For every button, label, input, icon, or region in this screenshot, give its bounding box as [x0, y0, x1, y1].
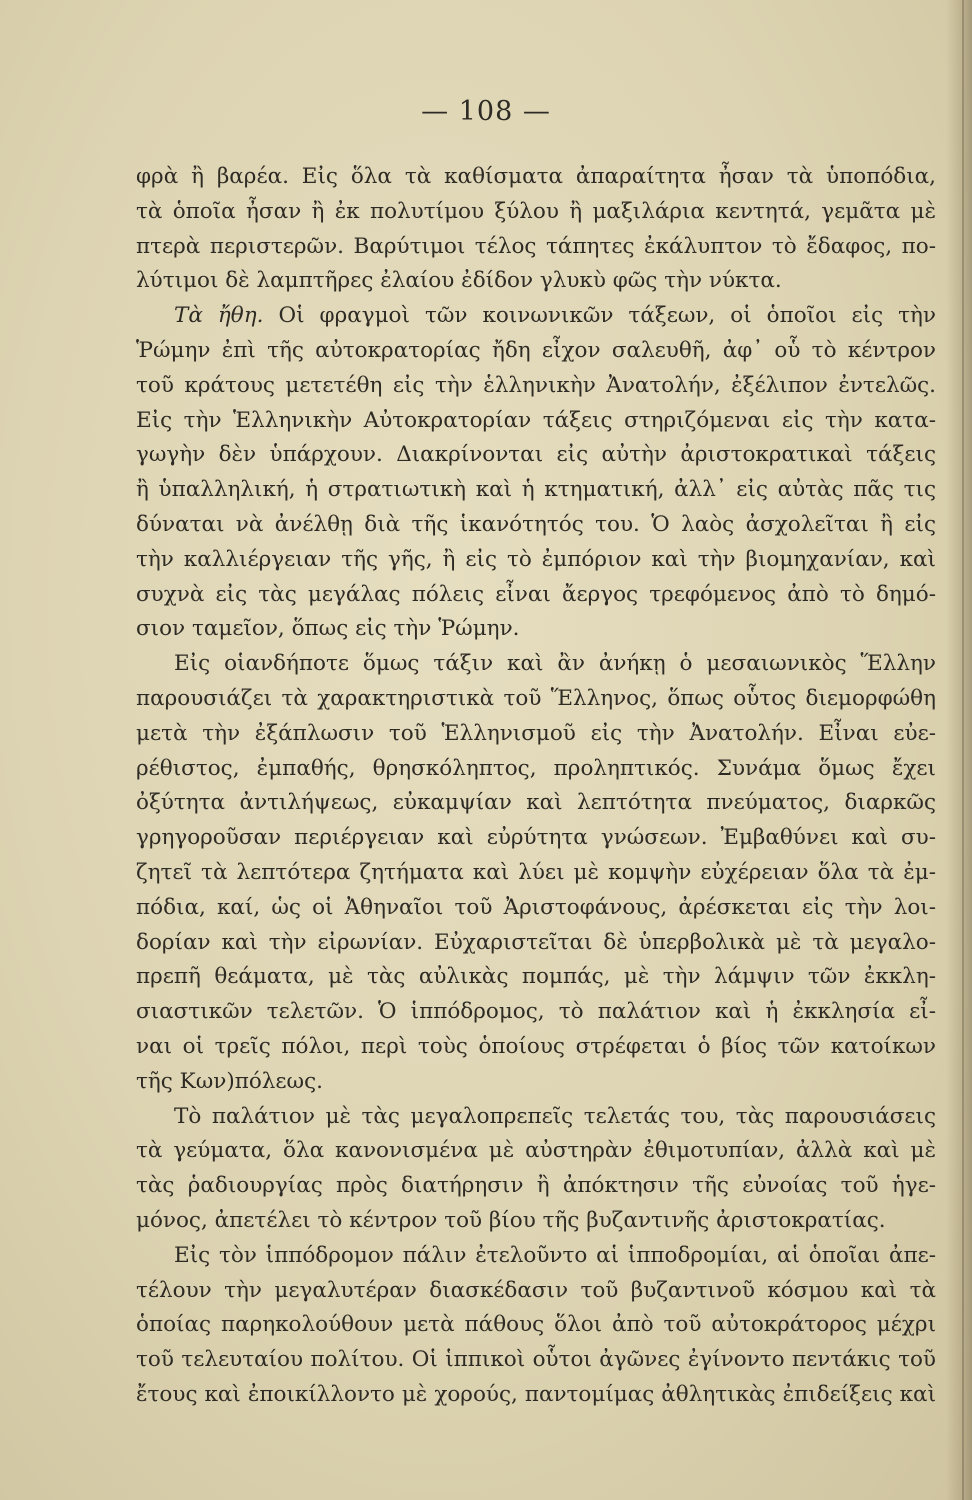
text-line: ἔτους καὶ ἐποικίλλοντο μὲ χορούς, παντομίμας ἀθλητικὰς ἐπιδείξεις καὶ: [136, 1381, 936, 1407]
text-line: τὰς ῥαδιουργίας πρὸς διατήρησιν ἢ ἀπόκτησιν τῆς εὐνοίας τοῦ ἡγε-: [136, 1173, 936, 1199]
text-line: Τὸ παλάτιον μὲ τὰς μεγαλοπρεπεῖς τελετάς του, τὰς παρουσιάσεις: [174, 1103, 936, 1129]
text-line: πρεπῆ θεάματα, μὲ τὰς αὐλικὰς πομπάς, μὲ τὴν λάμψιν τῶν ἐκκλη-: [136, 964, 936, 990]
text-line: πόδια, καί, ὡς οἱ Ἀθηναῖοι τοῦ Ἀριστοφάνους, ἀρέσκεται εἰς τὴν λοι-: [136, 894, 936, 920]
body-text: [136, 160, 936, 1413]
text-line: ναι οἱ τρεῖς πόλοι, περὶ τοὺς ὁποίους στρέφεται ὁ βίος τῶν κατοίκων: [136, 1033, 936, 1059]
text-line: τὰ γεύματα, ὅλα κανονισμένα μὲ αὐστηρὰν ἐθιμοτυπίαν, ἀλλὰ καὶ μὲ: [136, 1138, 936, 1164]
text-line: ρέθιστος, ἐμπαθής, θρησκόληπτος, προληπτικός. Συνάμα ὅμως ἔχει: [136, 755, 936, 781]
page-number: — 108 —: [421, 96, 551, 127]
section-heading-italic: Τὰ ἤθη.: [174, 303, 264, 329]
text-line: συχνὰ εἰς τὰς μεγάλας πόλεις εἶναι ἄεργος τρεφόμενος ἀπὸ τὸ δημό-: [136, 581, 936, 607]
text-line: παρουσιάζει τὰ χαρακτηριστικὰ τοῦ Ἕλληνος, ὅπως οὗτος διεμορφώθη: [136, 685, 936, 711]
text-line: τέλουν τὴν μεγαλυτέραν διασκέδασιν τοῦ βυζαντινοῦ κόσμου καὶ τὰ: [136, 1277, 936, 1303]
text-line: δορίαν καὶ τὴν εἰρωνίαν. Εὐχαριστεῖται δὲ ὑπερβολικὰ μὲ τὰ μεγαλο-: [136, 929, 936, 955]
text-line: λύτιμοι δὲ λαμπτῆρες ἐλαίου ἐδίδον γλυκὺ φῶς τὴν νύκτα.: [136, 268, 782, 294]
text-line: φρὰ ἢ βαρέα. Εἰς ὅλα τὰ καθίσματα ἀπαραίτητα ἦσαν τὰ ὑποπόδια,: [136, 164, 936, 189]
text-line: Εἰς οἱανδήποτε ὅμως τάξιν καὶ ἂν ἀνήκῃ ὁ μεσαιωνικὸς Ἕλλην: [174, 651, 936, 677]
text-line: πτερὰ περιστερῶν. Βαρύτιμοι τέλος τάπητες ἐκάλυπτον τὸ ἔδαφος, πο-: [136, 233, 936, 259]
text-line: γωγὴν δὲν ὑπάρχουν. Διακρίνονται εἰς αὐτὴν ἀριστοκρατικαὶ τάξεις: [136, 442, 936, 468]
text-line: Εἰς τὸν ἱππόδρομον πάλιν ἐτελοῦντο αἱ ἱπποδρομίαι, αἱ ὁποῖαι ἀπε-: [174, 1242, 936, 1268]
text-line: Εἰς τὴν Ἑλληνικὴν Αὐτοκρατορίαν τάξεις στηριζόμεναι εἰς τὴν κατα-: [136, 407, 936, 433]
text-line: ὀξύτητα ἀντιλήψεως, εὐκαμψίαν καὶ λεπτότητα πνεύματος, διαρκῶς: [136, 790, 936, 816]
page-edge-shadow: [946, 0, 972, 1500]
text-line-section-heading: Τὰ ἤθη. Οἱ φραγμοὶ τῶν κοινωνικῶν τάξεων, οἱ ὁποῖοι εἰς τὴν: [174, 303, 936, 329]
text-line: τῆς Κων)πόλεως.: [136, 1068, 323, 1094]
page-edge-line: [962, 0, 964, 1500]
text-line: τὴν καλλιέργειαν τῆς γῆς, ἢ εἰς τὸ ἐμπόριον καὶ τὴν βιομηχανίαν, καὶ: [136, 546, 936, 572]
text-line: σιον ταμεῖον, ὅπως εἰς τὴν Ῥώμην.: [136, 616, 520, 642]
text-line: τὰ ὁποῖα ἦσαν ἢ ἐκ πολυτίμου ξύλου ἢ μαξιλάρια κεντητά, γεμᾶτα μὲ: [136, 198, 936, 224]
text-line: τοῦ κράτους μετετέθη εἰς τὴν ἑλληνικὴν Ἀνατολήν, ἐξέλιπον ἐντελῶς.: [136, 372, 936, 398]
text-line: δύναται νὰ ἀνέλθῃ διὰ τῆς ἱκανότητός του. Ὁ λαὸς ἀσχολεῖται ἢ εἰς: [136, 511, 936, 537]
text-line: Ῥώμην ἐπὶ τῆς αὐτοκρατορίας ἤδη εἶχον σαλευθῆ, ἀφ᾽ οὗ τὸ κέντρον: [136, 337, 936, 363]
text-line: τοῦ τελευταίου πολίτου. Οἱ ἱππικοὶ οὗτοι ἀγῶνες ἐγίνοντο πεντάκις τοῦ: [136, 1347, 936, 1373]
text-line: ἢ ὑπαλληλική, ἡ στρατιωτικὴ καὶ ἡ κτηματική, ἀλλ᾽ εἰς αὐτὰς πᾶς τις: [136, 477, 936, 503]
text-line: σιαστικῶν τελετῶν. Ὁ ἱππόδρομος, τὸ παλάτιον καὶ ἡ ἐκκλησία εἶ-: [136, 999, 936, 1025]
text-line: ὁποίας παρηκολούθουν μετὰ πάθους ὅλοι ἀπὸ τοῦ αὐτοκράτορος μέχρι: [136, 1312, 936, 1338]
text-line: μόνος, ἀπετέλει τὸ κέντρον τοῦ βίου τῆς βυζαντινῆς ἀριστοκρατίας.: [136, 1207, 886, 1233]
text-line: γρηγοροῦσαν περιέργειαν καὶ εὐρύτητα γνώσεων. Ἐμβαθύνει καὶ συ-: [136, 825, 936, 851]
text-line: ζητεῖ τὰ λεπτότερα ζητήματα καὶ λύει μὲ κομψὴν εὐχέρειαν ὅλα τὰ ἐμ-: [136, 859, 936, 885]
text-line: μετὰ τὴν ἐξάπλωσιν τοῦ Ἑλληνισμοῦ εἰς τὴν Ἀνατολήν. Εἶναι εὐε-: [136, 720, 936, 746]
